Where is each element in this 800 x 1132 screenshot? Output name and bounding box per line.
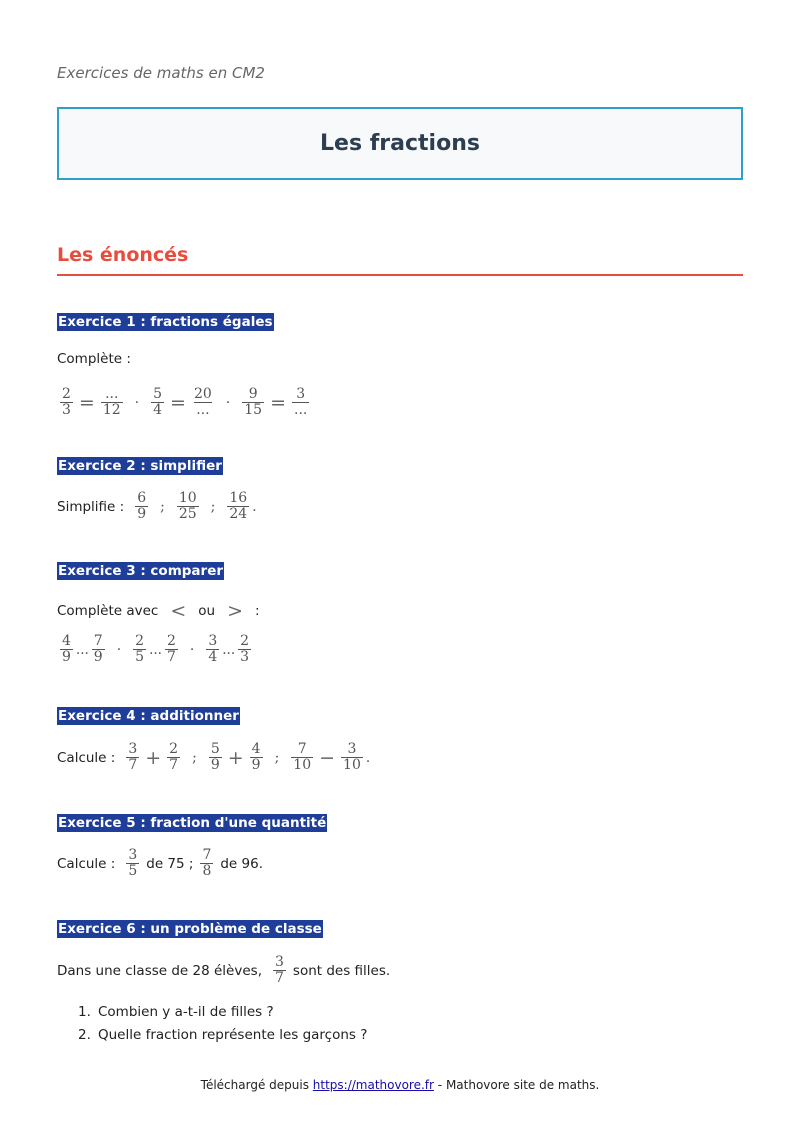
fraction: $\frac{4}{9}$ xyxy=(251,741,261,773)
fraction: $\frac{2}{3}$ xyxy=(240,633,250,665)
exercise-1-instruction: Complète : xyxy=(57,351,131,367)
separator: · xyxy=(189,641,195,658)
exercise-4-line xyxy=(57,742,370,773)
fraction: $\frac{2}{3}$ xyxy=(62,386,71,418)
exercise-5-line: Calcule : $\frac{3}{5}$ de 75 ; $\frac{7}{8}$ de 96. xyxy=(57,847,263,879)
fraction: $\frac{3}{10}$ xyxy=(343,741,361,773)
exercise-3-instruction: Complète avec < ou > : xyxy=(57,600,260,622)
separator: ; xyxy=(274,749,280,766)
fraction: $\frac{3}{5}$ xyxy=(128,847,138,879)
separator: ; xyxy=(192,749,197,766)
exercise-6-heading: Exercice 6 : un problème de classe xyxy=(58,921,322,937)
page-title: Les fractions xyxy=(320,131,480,156)
footer-suffix: - Mathovore site de maths. xyxy=(437,1078,600,1092)
plus-sign: + xyxy=(145,746,162,769)
footer-link[interactable]: https://mathovore.fr xyxy=(312,1078,434,1092)
exercise-3-comparisons xyxy=(57,634,254,665)
exercise-1-equations xyxy=(57,387,312,418)
exercise-4-heading: Exercice 4 : additionner xyxy=(58,708,239,724)
fraction: $\frac{3}{4}$ xyxy=(208,633,218,665)
ellipsis: ... xyxy=(149,641,162,658)
fraction: $\frac{3}{7}$ xyxy=(275,954,284,986)
footer xyxy=(0,1078,800,1092)
ellipsis: ... xyxy=(222,641,236,658)
fraction: $\frac{4}{9}$ xyxy=(62,633,71,665)
exercise-3-heading: Exercice 3 : comparer xyxy=(58,563,224,579)
greater-than-sign: > xyxy=(227,600,244,622)
equals-sign: = xyxy=(78,391,95,414)
fraction: $\frac{6}{9}$ xyxy=(137,490,147,522)
fraction: $\frac{7}{9}$ xyxy=(93,633,103,665)
fraction: $\frac{20}{...}$ xyxy=(193,386,212,418)
footer-prefix: Téléchargé depuis xyxy=(200,1078,309,1092)
fraction: $\frac{16}{24}$ xyxy=(229,490,248,522)
separator: · xyxy=(134,394,140,411)
exercise-1-heading: Exercice 1 : fractions égales xyxy=(58,314,273,330)
exercise-6-line: Dans une classe de 28 élèves, $\frac{3}{7}$ sont des filles. xyxy=(57,954,391,986)
exercise-2-heading: Exercice 2 : simplifier xyxy=(58,458,222,474)
fraction: $\frac{2}{7}$ xyxy=(166,633,176,665)
question-list xyxy=(78,1001,367,1047)
separator: ; xyxy=(160,498,165,515)
fraction: $\frac{2}{7}$ xyxy=(169,741,179,773)
exercise-2-instruction: Simplifie : xyxy=(57,498,125,515)
separator: ; xyxy=(210,498,216,515)
document-subtitle: Exercices de maths en CM2 xyxy=(57,64,265,82)
fraction: $\frac{5}{9}$ xyxy=(210,741,220,773)
fraction: $\frac{7}{8}$ xyxy=(202,847,212,879)
exercise-5-heading: Exercice 5 : fraction d'une quantité xyxy=(58,815,327,831)
fraction: $\frac{3}{...}$ xyxy=(294,386,308,418)
fraction: $\frac{3}{7}$ xyxy=(128,741,138,773)
equals-sign: = xyxy=(270,391,286,414)
fraction: $\frac{10}{25}$ xyxy=(178,490,197,522)
separator: · xyxy=(225,394,231,411)
fraction: $\frac{5}{4}$ xyxy=(153,386,163,418)
equals-sign: = xyxy=(170,391,186,414)
fraction: $\frac{2}{5}$ xyxy=(135,633,145,665)
separator: · xyxy=(116,641,122,658)
title-box xyxy=(57,107,743,180)
less-than-sign: < xyxy=(170,600,187,622)
plus-sign: + xyxy=(227,746,244,769)
fraction: $\frac{7}{10}$ xyxy=(293,741,312,773)
fraction: $\frac{9}{15}$ xyxy=(244,386,263,418)
exercise-6-intro: Dans une classe de 28 élèves, xyxy=(57,962,262,979)
exercise-2-line xyxy=(57,491,257,522)
section-divider xyxy=(57,274,743,276)
ellipsis: ... xyxy=(75,641,89,658)
period: . xyxy=(252,498,257,515)
list-item: 1. Combien y a-t-il de filles ? xyxy=(78,1004,274,1020)
exercise-4-instruction: Calcule : xyxy=(57,749,116,766)
exercise-5-instruction: Calcule : xyxy=(57,855,116,872)
list-item: 2. Quelle fraction représente les garçons ? xyxy=(78,1027,368,1043)
period: . xyxy=(365,749,371,766)
section-title: Les énoncés xyxy=(57,244,189,266)
minus-sign: − xyxy=(319,746,336,769)
fraction: $\frac{...}{12}$ xyxy=(102,386,121,418)
